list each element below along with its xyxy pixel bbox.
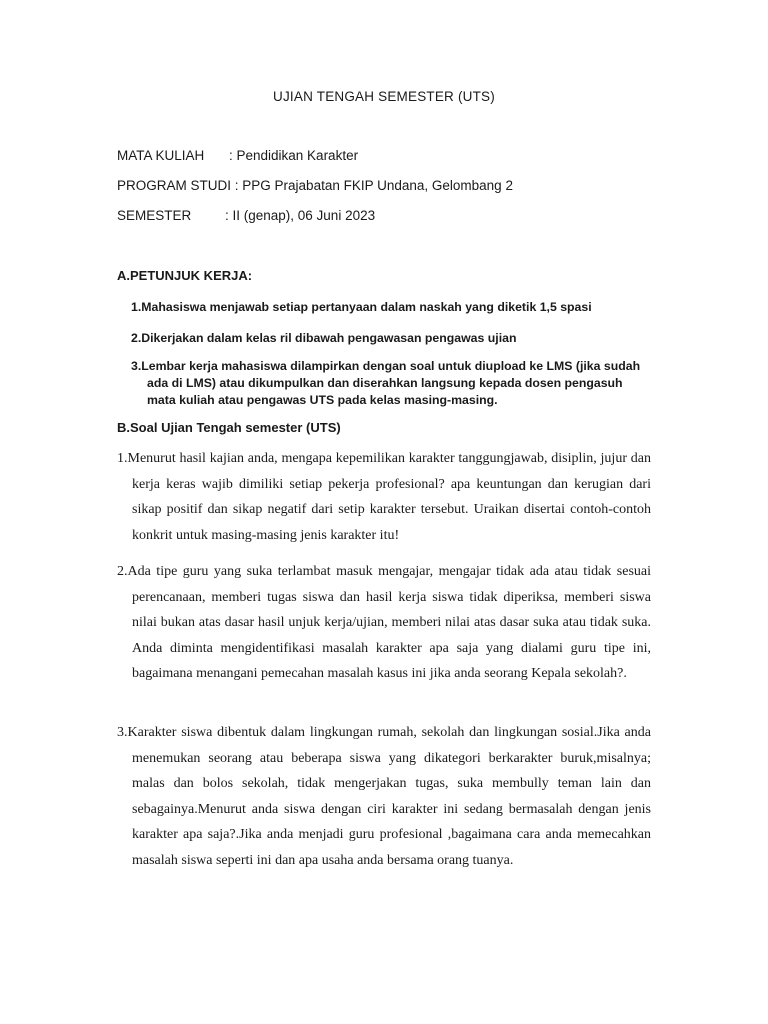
question-3: 3.Karakter siswa dibentuk dalam lingkungan rumah, sekolah dan lingkungan sosial.Jika anda menemukan seorang atau beberapa siswa yang dikategori berkarakter buruk,misalnya; malas dan bolos sekolah, tidak mengerjakan tugas, suka membully teman lain dan sebagainya.Menurut anda siswa dengan ciri karakter ini sedang bermasalah dengan jenis karakter apa saja?.Jika anda menjadi guru profesional ,bagaimana cara anda memecahkan masalah siswa seperti ini dan apa usaha anda bersama orang tuanya. (117, 725, 651, 868)
meta-value-program: : PPG Prajabatan FKIP Undana, Gelombang 2 (234, 178, 513, 193)
instruction-item (131, 358, 651, 409)
instruction-text: 1.Mahasiswa menjawab setiap pertanyaan dalam naskah yang diketik 1,5 spasi (131, 300, 592, 314)
meta-key-semester: SEMESTER (117, 208, 192, 223)
meta-value-semester: : II (genap), 06 Juni 2023 (225, 208, 376, 223)
meta-row-program (117, 178, 513, 193)
instruction-text: 2.Dikerjakan dalam kelas ril dibawah pengawasan pengawas ujian (131, 331, 517, 345)
instruction-text: 3.Lembar kerja mahasiswa dilampirkan dengan soal untuk diupload ke LMS (jika sudah (131, 359, 641, 373)
question-1: 1.Menurut hasil kajian anda, mengapa kepemilikan karakter tanggungjawab, disiplin, jujur dan kerja keras wajib dimiliki setiap pekerja profesional? apa keuntungan dan kerugian dari sikap positif dan sikap negatif dari setip karakter tersebut. Uraikan disertai contoh-contoh konkrit untuk masing-masing jenis karakter itu! (117, 451, 651, 543)
meta-key-course: MATA KULIAH (117, 148, 205, 163)
section-b-heading: B.Soal Ujian Tengah semester (UTS) (117, 420, 341, 435)
meta-value-course: : Pendidikan Karakter (229, 148, 359, 163)
meta-row-semester (117, 208, 375, 223)
meta-row-course (117, 148, 358, 163)
section-a-heading: A.PETUNJUK KERJA: (117, 268, 253, 283)
instruction-text-continued: ada di LMS) atau dikumpulkan dan diserahkan langsung kepada dosen pengasuh mata kuliah atau pengawas UTS pada kelas masing-masing. (147, 376, 623, 407)
question-2: 2.Ada tipe guru yang suka terlambat masuk mengajar, mengajar tidak ada atau tidak sesuai perencanaan, memberi tugas siswa dan hasil kerja siswa tidak diperiksa, memberi siswa nilai bukan atas dasar hasil unjuk kerja/ujian, memberi nilai atas dasar suka atau tidak suka. Anda diminta mengidentifikasi masalah karakter apa saja yang dialami guru tipe ini, bagaimana menangani pemecahan masalah kasus ini jika anda seorang Kepala sekolah?. (117, 564, 651, 681)
meta-key-program: PROGRAM STUDI (117, 178, 232, 193)
page-title: UJIAN TENGAH SEMESTER (UTS) (273, 89, 495, 104)
instruction-item (131, 330, 651, 347)
instruction-item (131, 299, 651, 316)
